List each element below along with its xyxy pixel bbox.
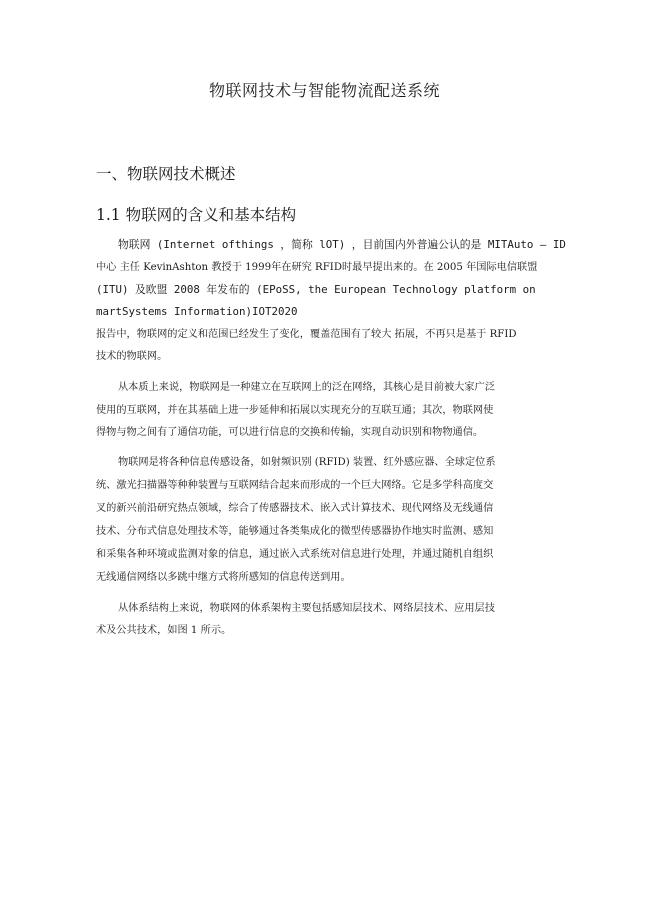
paragraph-1-line-4: martSystems Information)IOT2020	[96, 305, 298, 318]
paragraph-1-line-2: 中心 主任 KevinAshton 教授于 1999年在研究 RFID时最早提出来的。在 2005 年国际电信联盟	[96, 262, 538, 273]
paragraph-4-line-2: 术及公共技术，如图 1 所示。	[96, 625, 232, 636]
section-heading: 一、物联网技术概述	[96, 165, 236, 183]
paragraph-3-line-4: 技术、分布式信息处理技术等，能够通过各类集成化的微型传感器协作地实时监测、感知	[96, 526, 494, 537]
document-title: 物联网技术与智能物流配送系统	[208, 81, 440, 100]
paragraph-2-line-3: 得物与物之间有了通信功能，可以进行信息的交换和传输，实现自动识别和物物通信。	[96, 427, 484, 438]
paragraph-4-line-1: 从体系结构上来说，物联网的体系架构主要包括感知层技术、网络层技术、应用层技	[118, 603, 495, 614]
paragraph-1-line-1: 物联网 (Internet ofthings ，简称 lOT) ，目前国内外普遍公认的是 MITAuto — ID	[118, 238, 566, 251]
paragraph-3-line-2: 统、激光扫描器等种种装置与互联网结合起来而形成的一个巨大网络。它是多学科高度交	[96, 480, 494, 491]
paragraph-3-line-1: 物联网是将各种信息传感设备，如射频识别 (RFID) 装置、红外感应器、全球定位系	[118, 457, 496, 468]
paragraph-3-line-6: 无线通信网络以多跳中继方式将所感知的信息传送到用。	[96, 572, 351, 583]
paragraph-2-line-2: 使用的互联网，并在其基础上进一步延伸和拓展以实现充分的互联互通；其次，物联网使	[96, 405, 494, 416]
paragraph-1-line-3: (ITU) 及欧盟 2008 年发布的 (EPoSS, the European Technology platform on	[96, 283, 536, 296]
paragraph-1-line-6: 技术的物联网。	[96, 351, 168, 362]
paragraph-2-line-1: 从本质上来说，物联网是一种建立在互联网上的泛在网络，其核心是目前被大家广泛	[118, 382, 495, 393]
paragraph-3-line-3: 叉的新兴前沿研究热点领域，综合了传感器技术、嵌入式计算技术、现代网络及无线通信	[96, 503, 494, 514]
subsection-heading: 1.1 物联网的含义和基本结构	[96, 206, 297, 224]
paragraph-3-line-5: 和采集各种环境或监测对象的信息，通过嵌入式系统对信息进行处理，并通过随机自组织	[96, 549, 494, 560]
paragraph-1-line-5: 报告中，物联网的定义和范围已经发生了变化，覆盖范围有了较大 拓展，不再只是基于 RFID	[96, 329, 517, 340]
